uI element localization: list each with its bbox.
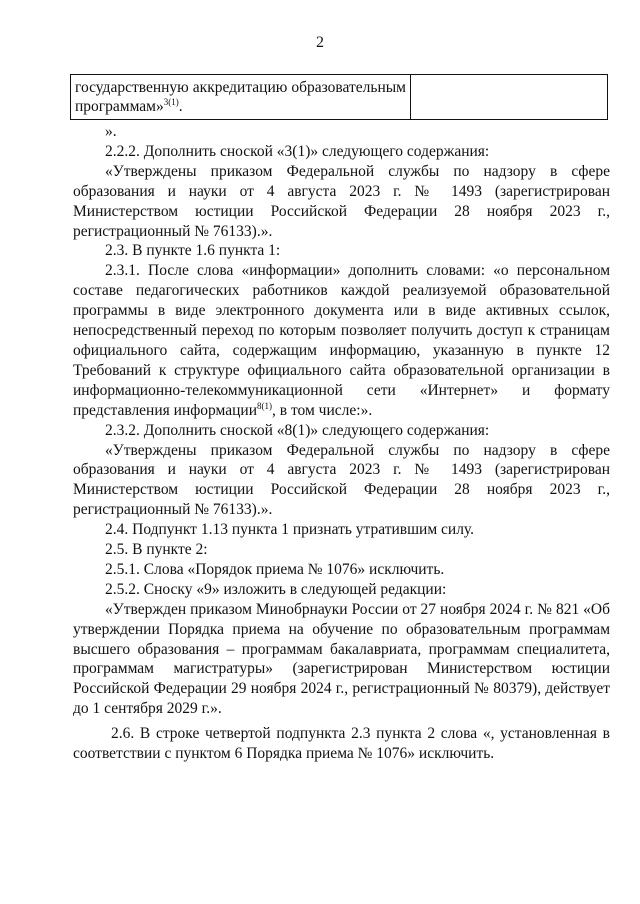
table bbox=[70, 74, 608, 120]
table-cell-left-line1: государственную аккредитацию образовательным bbox=[75, 79, 406, 96]
paragraph-footnote-9-text: «Утвержден приказом Минобрнауки России от 27 ноября 2024 г. № 821 «Об утверждении Порядка приема на обучение по образовательным программам высшего образования – программам бакалавриата, программам специалитета, программам магистратуры» (зарегистрирован Министерством юстиции Российской Федерации 29 ноября 2024 г., регистрационный № 80379), действует до 1 сентября 2029 г.». bbox=[73, 600, 610, 718]
paragraph-2-3-1 bbox=[73, 261, 610, 420]
table-cell-left-line2: программам» bbox=[75, 98, 164, 115]
table-cell-left-end: . bbox=[178, 98, 183, 115]
paragraph-footnote-3-1-text: «Утверждены приказом Федеральной службы по надзору в сфере образования и науки от 4 августа 2023 г. № 1493 (зарегистрирован Министерством юстиции Российской Федерации 28 ноября 2023 г., регистрационный № 76133).». bbox=[73, 162, 610, 240]
paragraph-closing-quote: ». bbox=[105, 123, 117, 140]
footnote-ref-8-1: 8(1) bbox=[257, 400, 273, 411]
paragraph-2-3-2: 2.3.2. Дополнить сноской «8(1)» следующего содержания: bbox=[105, 421, 490, 439]
paragraph-2-5: 2.5. В пункте 2: bbox=[105, 541, 208, 559]
page-number: 2 bbox=[316, 34, 324, 51]
paragraph-2-2-2: 2.2.2. Дополнить сноской «3(1)» следующего содержания: bbox=[105, 142, 490, 160]
paragraph-2-4: 2.4. Подпункт 1.13 пункта 1 признать утратившим силу. bbox=[105, 521, 475, 539]
paragraph-2-5-1: 2.5.1. Слова «Порядок приема № 1076» исключить. bbox=[105, 560, 445, 578]
paragraph-2-3-1-tail: , в том числе:». bbox=[272, 401, 373, 419]
table-cell-right bbox=[411, 75, 607, 119]
paragraph-footnote-8-1-text: «Утверждены приказом Федеральной службы по надзору в сфере образования и науки от 4 августа 2023 г. № 1493 (зарегистрирован Министерством юстиции Российской Федерации 28 ноября 2023 г., регистрационный № 76133).». bbox=[73, 441, 610, 519]
paragraph-2-3: 2.3. В пункте 1.6 пункта 1: bbox=[105, 242, 281, 260]
table-cell-left-line2-wrap bbox=[75, 97, 406, 116]
paragraph-2-6: 2.6. В строке четвертой подпункта 2.3 пункта 2 слова «, установленная в соответствии с пунктом 6 Порядка приема № 1076» исключить. bbox=[73, 725, 610, 763]
document-body bbox=[73, 122, 610, 764]
table-cell-left bbox=[71, 75, 411, 119]
paragraph-2-5-2: 2.5.2. Сноску «9» изложить в следующей редакции: bbox=[105, 580, 447, 598]
paragraph-2-3-1-text: 2.3.1. После слова «информации» дополнить словами: «о персональном составе педагогических работников каждой реализуемой образовательной программы в виде электронного документа или в виде активных ссылок, непосредственный переход по которым позволяет получить доступ к страницам официального сайта, содержащим информацию, указанную в пункте 12 Требований к структуре официального сайта образовательной организации в информационно-телекоммуникационной сети «Интернет» и формату представления информации bbox=[73, 262, 610, 419]
footnote-ref-3-1: 3(1) bbox=[163, 97, 179, 107]
